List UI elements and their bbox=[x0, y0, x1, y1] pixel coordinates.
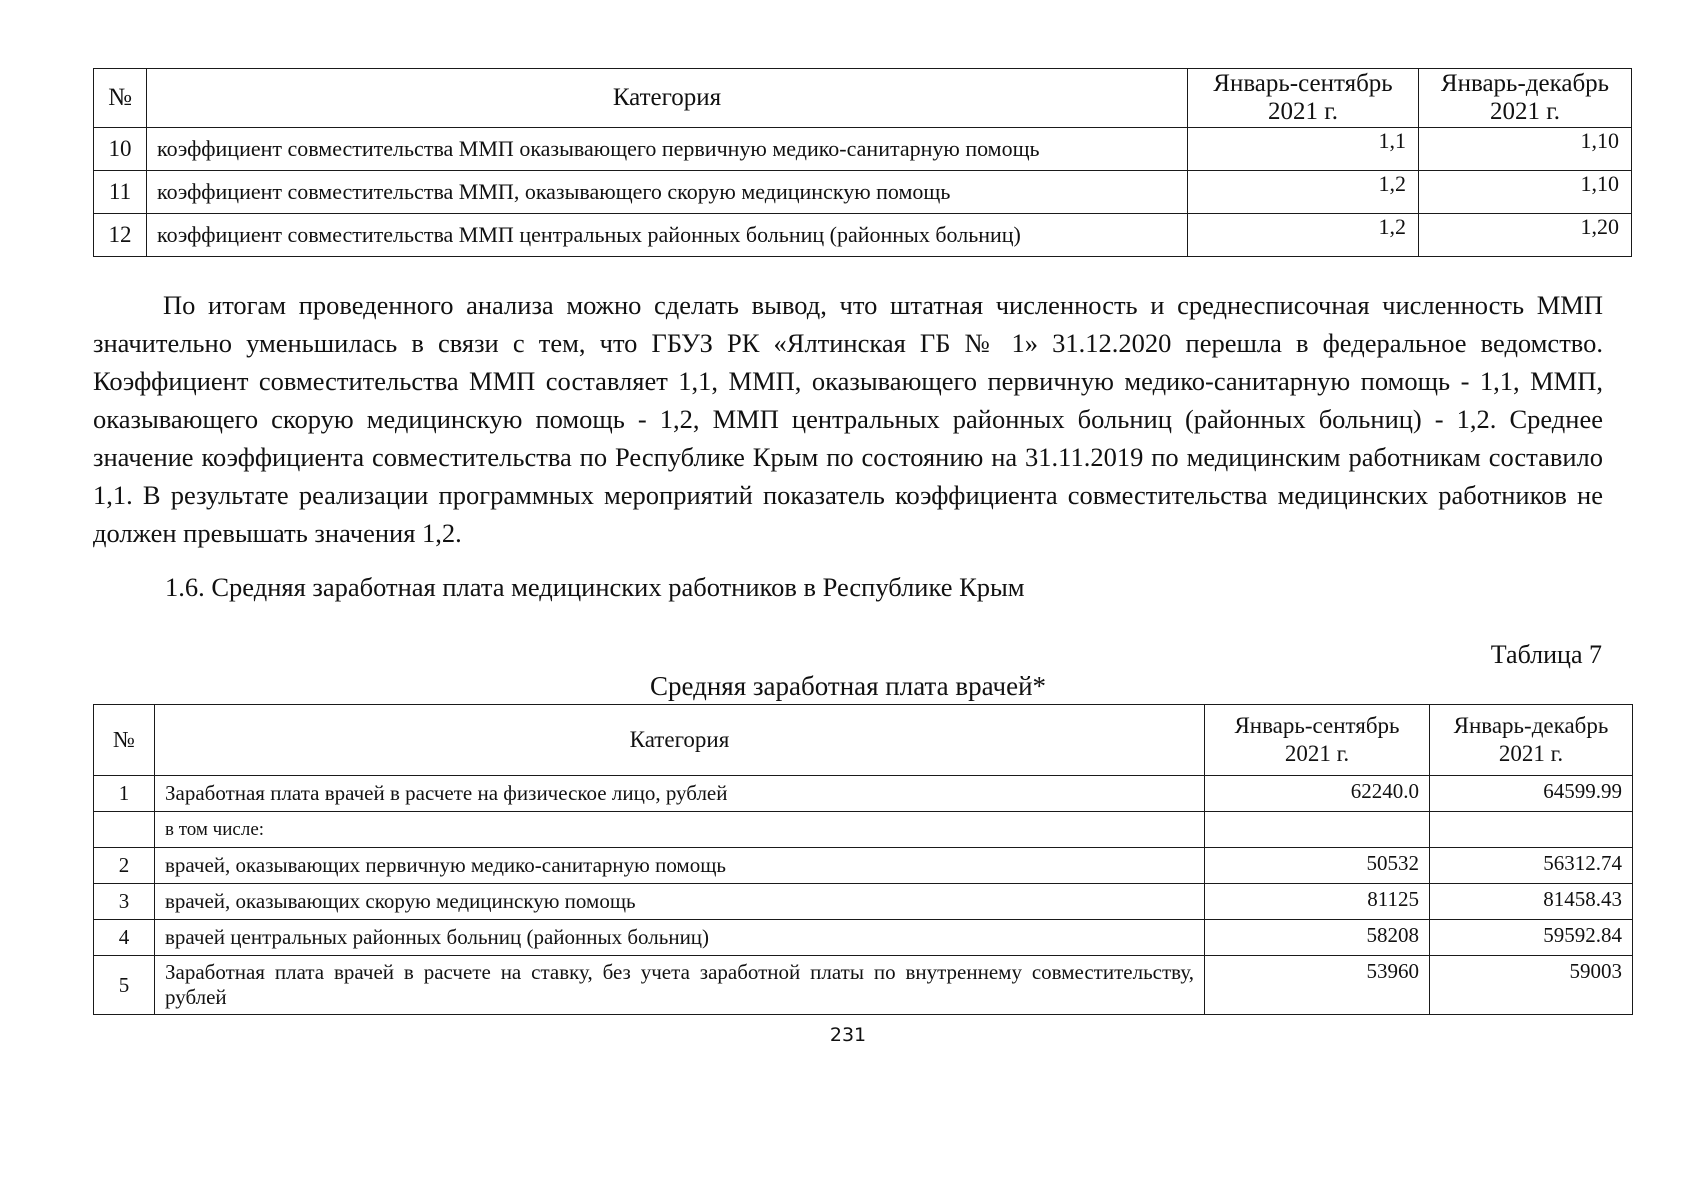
row-value-jan-dec: 1,20 bbox=[1419, 214, 1632, 257]
row-category: Заработная плата врачей в расчете на физическое лицо, рублей bbox=[155, 776, 1205, 812]
header-category: Категория bbox=[155, 705, 1205, 776]
coefficient-table bbox=[93, 68, 1632, 257]
table-header-row bbox=[94, 69, 1632, 128]
table-row bbox=[94, 171, 1632, 214]
row-num: 5 bbox=[94, 956, 155, 1015]
table-number: Таблица 7 bbox=[1490, 640, 1602, 669]
table-caption: Средняя заработная плата врачей* bbox=[649, 671, 1047, 701]
row-value-jan-dec: 1,10 bbox=[1419, 128, 1632, 171]
row-category: врачей, оказывающих скорую медицинскую помощь bbox=[155, 884, 1205, 920]
table-row bbox=[94, 920, 1633, 956]
table-row bbox=[94, 812, 1633, 848]
row-value-jan-dec bbox=[1430, 812, 1633, 848]
row-num: 4 bbox=[94, 920, 155, 956]
row-value-jan-sep: 50532 bbox=[1205, 848, 1430, 884]
row-value-jan-sep: 1,1 bbox=[1188, 128, 1419, 171]
header-jan-dec: Январь-декабрь 2021 г. bbox=[1419, 69, 1632, 128]
row-value-jan-sep: 1,2 bbox=[1188, 214, 1419, 257]
row-category: коэффициент совместительства ММП центральных районных больниц (районных больниц) bbox=[147, 214, 1188, 257]
header-jan-sep: Январь-сентябрь 2021 г. bbox=[1188, 69, 1419, 128]
row-value-jan-sep: 53960 bbox=[1205, 956, 1430, 1015]
row-num: 11 bbox=[94, 171, 147, 214]
header-jan-dec: Январь-декабрь 2021 г. bbox=[1430, 705, 1633, 776]
header-category: Категория bbox=[147, 69, 1188, 128]
row-num: 12 bbox=[94, 214, 147, 257]
row-category: Заработная плата врачей в расчете на ставку, без учета заработной платы по внутреннему совместительству, рублей bbox=[155, 956, 1205, 1015]
table-row bbox=[94, 848, 1633, 884]
row-num bbox=[94, 812, 155, 848]
table-row bbox=[94, 956, 1633, 1015]
row-category: врачей центральных районных больниц (районных больниц) bbox=[155, 920, 1205, 956]
row-value-jan-sep bbox=[1205, 812, 1430, 848]
row-num: 2 bbox=[94, 848, 155, 884]
table-row bbox=[94, 128, 1632, 171]
row-value-jan-dec: 81458.43 bbox=[1430, 884, 1633, 920]
analysis-paragraph: По итогам проведенного анализа можно сделать вывод, что штатная численность и среднесписочная численность ММП значительно уменьшилась в связи с тем, что ГБУЗ РК «Ялтинская ГБ № 1» 31.12.2020 перешла в федеральное ведомство. Коэффициент совместительства ММП составляет 1,1, ММП, оказывающего первичную медико-санитарную помощь - 1,1, ММП, оказывающего скорую медицинскую помощь - 1,2, ММП центральных районных больниц (районных больниц) - 1,2. Среднее значение коэффициента совместительства по Республике Крым по состоянию на 31.11.2019 по медицинским работникам составило 1,1. В результате реализации программных мероприятий показатель коэффициента совместительства медицинских работников не должен превышать значения 1,2. bbox=[93, 290, 1603, 548]
table-row bbox=[94, 884, 1633, 920]
row-value-jan-dec: 59592.84 bbox=[1430, 920, 1633, 956]
row-category: врачей, оказывающих первичную медико-санитарную помощь bbox=[155, 848, 1205, 884]
row-value-jan-dec: 1,10 bbox=[1419, 171, 1632, 214]
page-number: 231 bbox=[829, 1024, 867, 1046]
table-header-row bbox=[94, 705, 1633, 776]
row-value-jan-sep: 81125 bbox=[1205, 884, 1430, 920]
section-title: 1.6. Средняя заработная плата медицинских работников в Республике Крым bbox=[165, 572, 1025, 602]
row-value-jan-dec: 59003 bbox=[1430, 956, 1633, 1015]
row-category: коэффициент совместительства ММП оказывающего первичную медико-санитарную помощь bbox=[147, 128, 1188, 171]
row-num: 1 bbox=[94, 776, 155, 812]
header-num: № bbox=[94, 69, 147, 128]
row-num: 3 bbox=[94, 884, 155, 920]
salary-table bbox=[93, 704, 1633, 1015]
row-value-jan-sep: 1,2 bbox=[1188, 171, 1419, 214]
row-value-jan-sep: 58208 bbox=[1205, 920, 1430, 956]
row-value-jan-sep: 62240.0 bbox=[1205, 776, 1430, 812]
row-num: 10 bbox=[94, 128, 147, 171]
table-row bbox=[94, 214, 1632, 257]
header-num: № bbox=[94, 705, 155, 776]
table-row bbox=[94, 776, 1633, 812]
header-jan-sep: Январь-сентябрь 2021 г. bbox=[1205, 705, 1430, 776]
row-value-jan-dec: 56312.74 bbox=[1430, 848, 1633, 884]
row-category: в том числе: bbox=[155, 812, 1205, 848]
row-value-jan-dec: 64599.99 bbox=[1430, 776, 1633, 812]
row-category: коэффициент совместительства ММП, оказывающего скорую медицинскую помощь bbox=[147, 171, 1188, 214]
